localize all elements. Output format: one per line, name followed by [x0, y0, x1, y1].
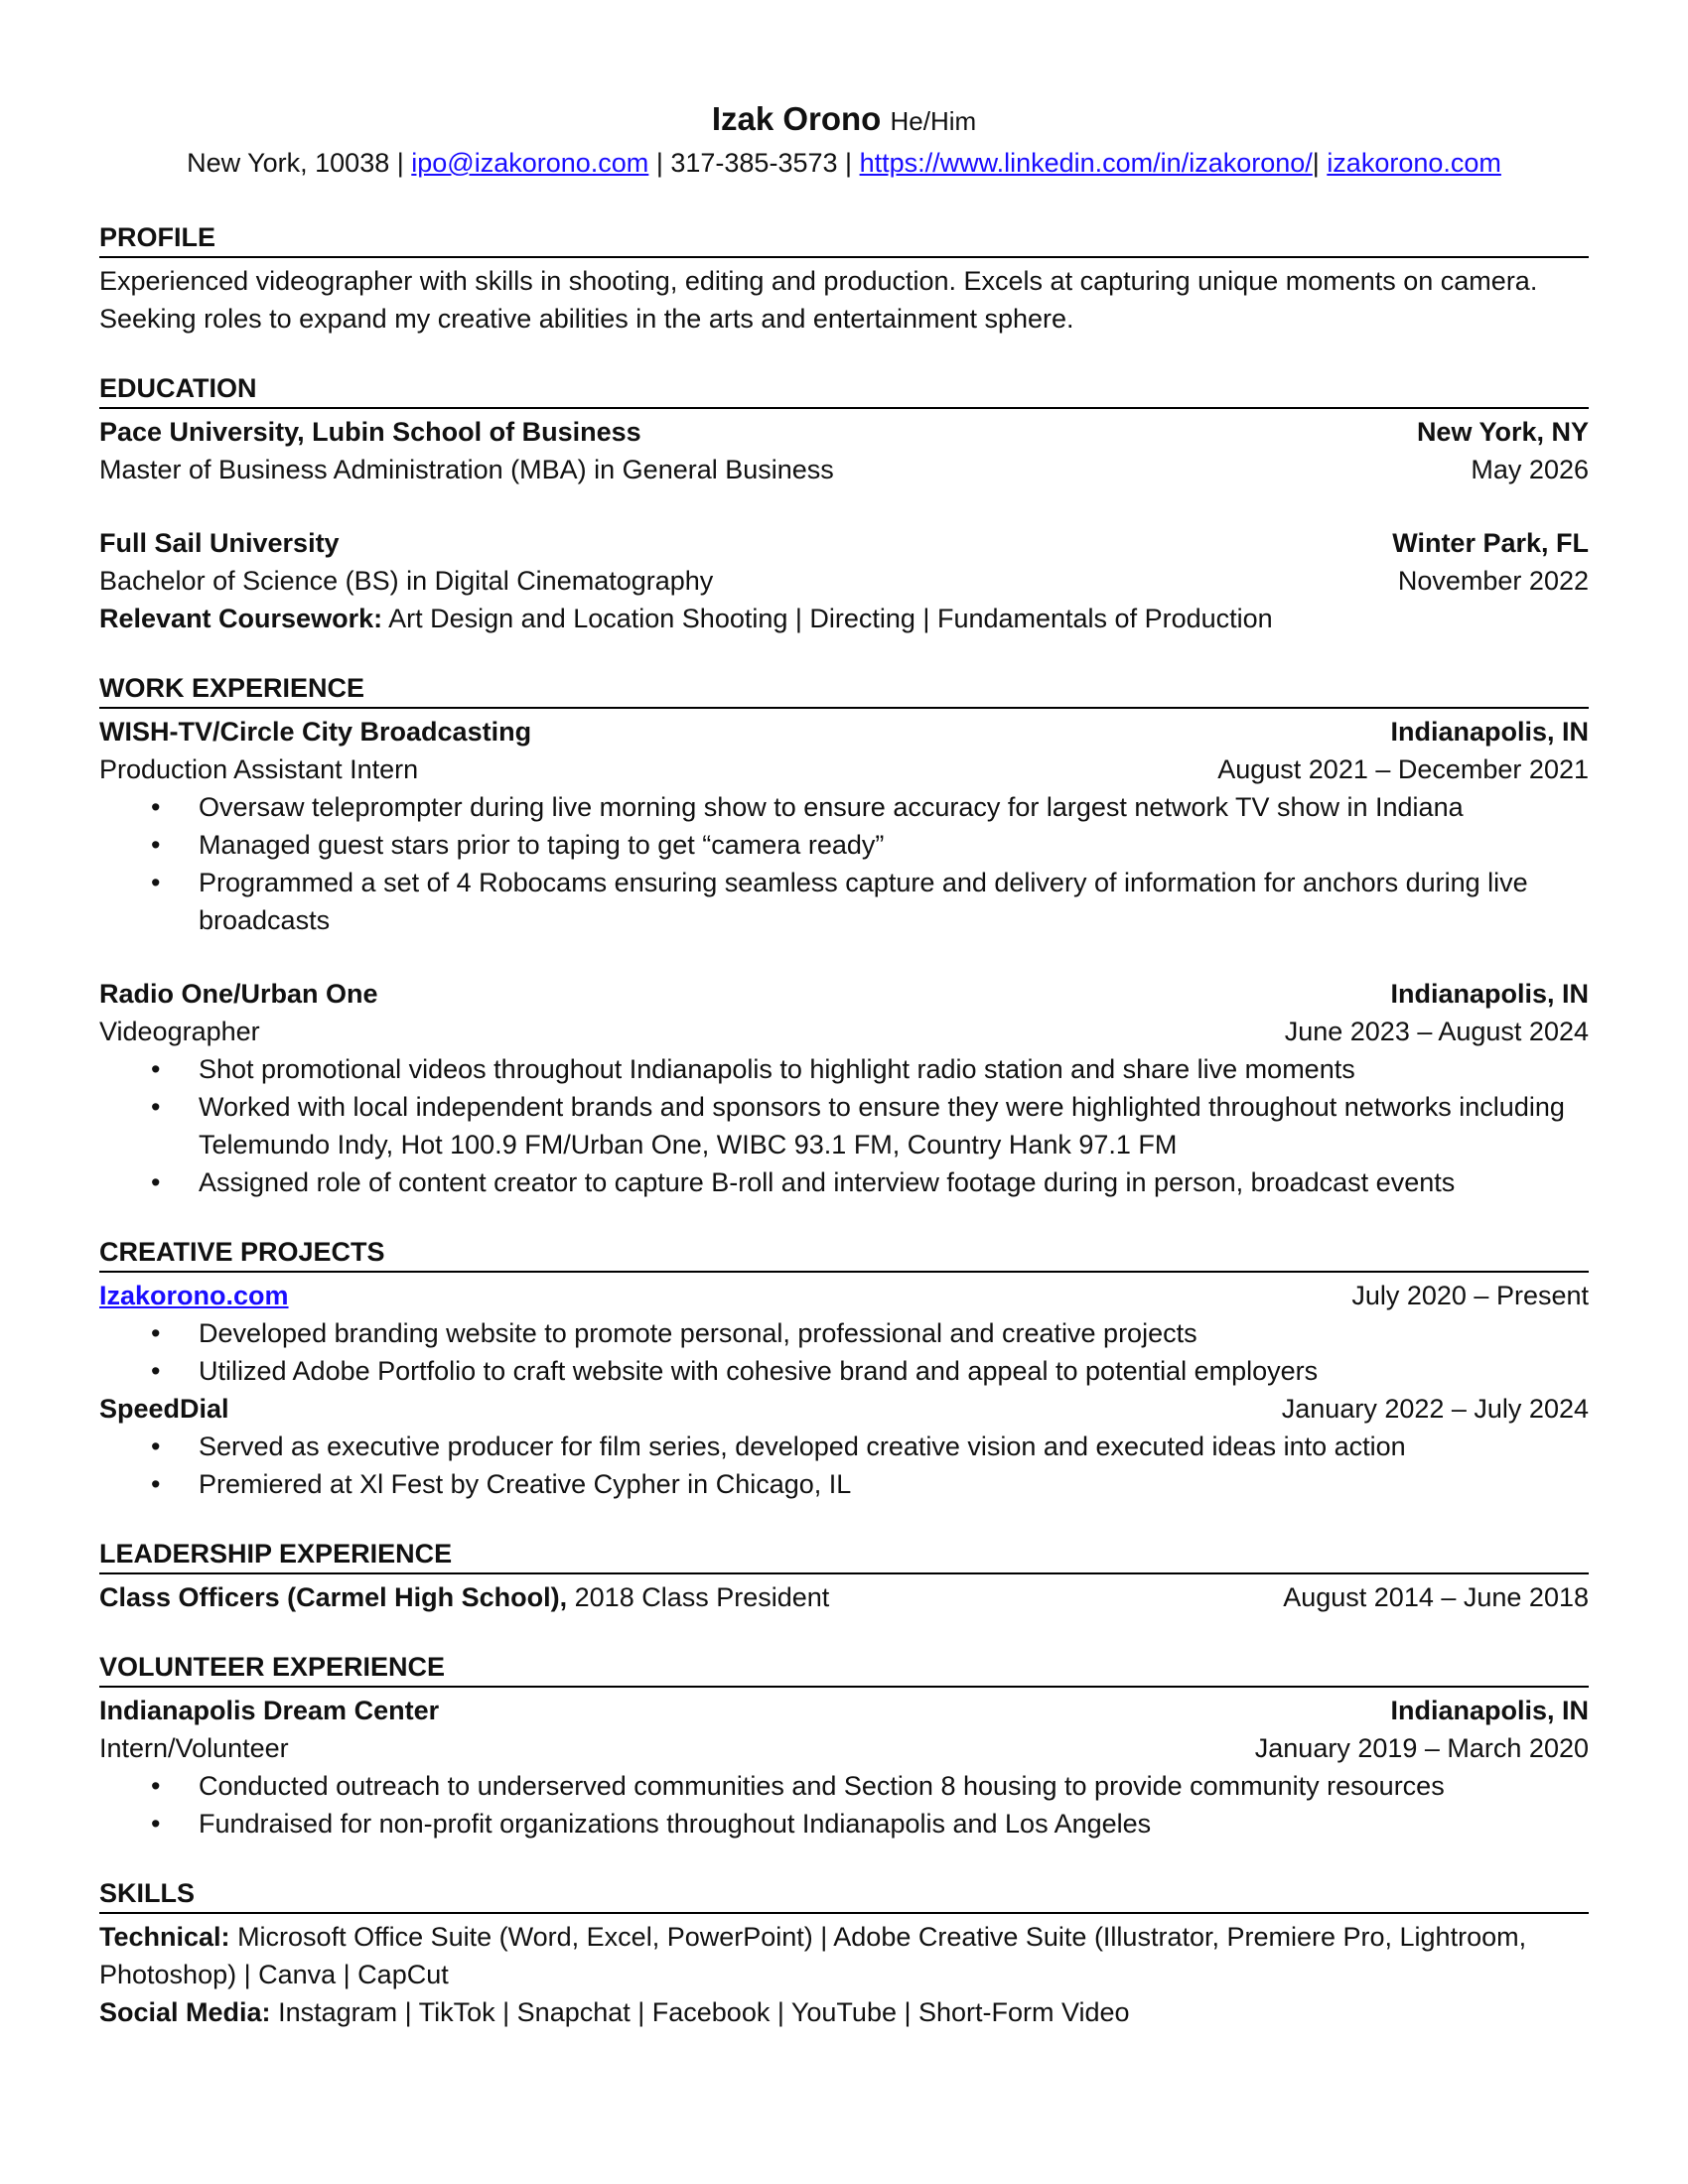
entry-header	[99, 524, 1589, 562]
section-title: LEADERSHIP EXPERIENCE	[99, 1537, 1589, 1574]
coursework-list: Art Design and Location Shooting | Directing | Fundamentals of Production	[388, 604, 1273, 633]
project-entry	[99, 1390, 1589, 1503]
volunteer-location: Indianapolis, IN	[1390, 1696, 1589, 1725]
education-section	[99, 371, 1589, 637]
entry-subheader	[99, 751, 1589, 788]
list-item: • Conducted outreach to underserved communities and Section 8 housing to provide community resources	[199, 1767, 1589, 1805]
entry-subheader	[99, 1729, 1589, 1767]
skills-social-label: Social Media:	[99, 1997, 271, 2027]
date: August 2014 – June 2018	[1283, 1582, 1589, 1612]
section-title: EDUCATION	[99, 371, 1589, 409]
list-item: • Premiered at Xl Fest by Creative Cypher in Chicago, IL	[199, 1465, 1589, 1503]
leadership-section	[99, 1537, 1589, 1616]
linkedin-link[interactable]: https://www.linkedin.com/in/izakorono/	[859, 148, 1313, 178]
list-item: • Oversaw teleprompter during live morning show to ensure accuracy for largest network TV show in Indiana	[199, 788, 1589, 826]
entry-header	[99, 1277, 1589, 1314]
education-entry	[99, 524, 1589, 637]
date: November 2022	[1397, 566, 1589, 596]
section-title: VOLUNTEER EXPERIENCE	[99, 1650, 1589, 1688]
resume-header	[99, 99, 1589, 181]
list-item: • Worked with local independent brands and sponsors to ensure they were highlighted throughout networks including Telemundo Indy, Hot 100.9 FM/Urban One, WIBC 93.1 FM, Country Hank 97.1 FM	[199, 1088, 1589, 1163]
list-item: • Developed branding website to promote personal, professional and creative projects	[199, 1314, 1589, 1352]
phone: 317-385-3573	[670, 148, 838, 178]
date: August 2021 – December 2021	[1217, 754, 1589, 784]
bullet-list	[99, 788, 1589, 939]
resume-page	[99, 99, 1589, 2031]
list-item: • Programmed a set of 4 Robocams ensuring seamless capture and delivery of information for anchors during live broadcasts	[199, 864, 1589, 939]
contact-line	[99, 145, 1589, 181]
name-line	[99, 99, 1589, 141]
list-item: • Utilized Adobe Portfolio to craft website with cohesive brand and appeal to potential employers	[199, 1352, 1589, 1390]
separator: |	[1312, 148, 1320, 178]
coursework-label: Relevant Coursework:	[99, 604, 383, 633]
section-title: WORK EXPERIENCE	[99, 671, 1589, 709]
date: June 2023 – August 2024	[1284, 1017, 1589, 1046]
job-location: Indianapolis, IN	[1390, 979, 1589, 1009]
location: New York, 10038	[187, 148, 390, 178]
job-role: Videographer	[99, 1017, 260, 1046]
degree: Master of Business Administration (MBA) in General Business	[99, 455, 834, 484]
list-item: • Assigned role of content creator to capture B-roll and interview footage during in person, broadcast events	[199, 1163, 1589, 1201]
entry-header	[99, 1692, 1589, 1729]
school-location: New York, NY	[1416, 417, 1589, 447]
date: July 2020 – Present	[1351, 1281, 1589, 1310]
job-entry	[99, 975, 1589, 1201]
leadership-role: 2018 Class President	[574, 1582, 830, 1612]
leadership-entry	[99, 1578, 829, 1616]
leadership-org: Class Officers (Carmel High School),	[99, 1582, 568, 1612]
project-entry	[99, 1277, 1589, 1390]
section-title: PROFILE	[99, 220, 1589, 258]
separator: |	[655, 148, 663, 178]
bullet-list	[99, 1428, 1589, 1503]
project-link[interactable]: Izakorono.com	[99, 1281, 289, 1310]
job-org: Radio One/Urban One	[99, 979, 378, 1009]
volunteer-section	[99, 1650, 1589, 1843]
date: January 2019 – March 2020	[1254, 1733, 1589, 1763]
list-item: • Served as executive producer for film series, developed creative vision and executed ideas into action	[199, 1428, 1589, 1465]
list-item: • Managed guest stars prior to taping to get “camera ready”	[199, 826, 1589, 864]
job-entry	[99, 713, 1589, 939]
skills-section	[99, 1876, 1589, 2031]
volunteer-org: Indianapolis Dream Center	[99, 1696, 440, 1725]
website-link[interactable]: izakorono.com	[1327, 148, 1501, 178]
section-title: SKILLS	[99, 1876, 1589, 1914]
job-location: Indianapolis, IN	[1390, 717, 1589, 747]
profile-section	[99, 220, 1589, 338]
entry-subheader	[99, 1013, 1589, 1050]
separator: |	[396, 148, 404, 178]
bullet-list	[99, 1314, 1589, 1390]
list-item: • Shot promotional videos throughout Indianapolis to highlight radio station and share live moments	[199, 1050, 1589, 1088]
leadership-row	[99, 1578, 1589, 1616]
entry-header	[99, 413, 1589, 451]
entry-subheader	[99, 562, 1589, 600]
entry-header	[99, 713, 1589, 751]
school-name: Full Sail University	[99, 528, 340, 558]
entry-header	[99, 1390, 1589, 1428]
school-name: Pace University, Lubin School of Business	[99, 417, 641, 447]
school-location: Winter Park, FL	[1392, 528, 1589, 558]
entry-subheader	[99, 451, 1589, 488]
work-section	[99, 671, 1589, 1201]
volunteer-role: Intern/Volunteer	[99, 1733, 289, 1763]
candidate-name: Izak Orono	[711, 100, 882, 137]
job-role: Production Assistant Intern	[99, 754, 419, 784]
coursework	[99, 600, 1589, 637]
education-entry	[99, 413, 1589, 488]
skills-technical	[99, 1918, 1589, 1993]
separator: |	[845, 148, 853, 178]
entry-header	[99, 975, 1589, 1013]
date: May 2026	[1471, 455, 1589, 484]
job-org: WISH-TV/Circle City Broadcasting	[99, 717, 532, 747]
date: January 2022 – July 2024	[1281, 1394, 1589, 1424]
pronouns: He/Him	[890, 106, 977, 136]
skills-social-list: Instagram | TikTok | Snapchat | Facebook | YouTube | Short-Form Video	[278, 1997, 1130, 2027]
skills-social	[99, 1993, 1589, 2031]
bullet-list	[99, 1767, 1589, 1843]
project-name: SpeedDial	[99, 1394, 229, 1424]
skills-technical-list: Microsoft Office Suite (Word, Excel, PowerPoint) | Adobe Creative Suite (Illustrator, Premiere Pro, Lightroom, Photoshop) | Canva | CapCut	[99, 1922, 1527, 1989]
section-title: CREATIVE PROJECTS	[99, 1235, 1589, 1273]
bullet-list	[99, 1050, 1589, 1201]
skills-technical-label: Technical:	[99, 1922, 230, 1952]
email-link[interactable]: ipo@izakorono.com	[411, 148, 649, 178]
creative-section	[99, 1235, 1589, 1503]
list-item: • Fundraised for non-profit organizations throughout Indianapolis and Los Angeles	[199, 1805, 1589, 1843]
profile-text: Experienced videographer with skills in shooting, editing and production. Excels at capturing unique moments on camera. Seeking roles to expand my creative abilities in the arts and entertainment sphere.	[99, 266, 1538, 334]
degree: Bachelor of Science (BS) in Digital Cinematography	[99, 566, 714, 596]
